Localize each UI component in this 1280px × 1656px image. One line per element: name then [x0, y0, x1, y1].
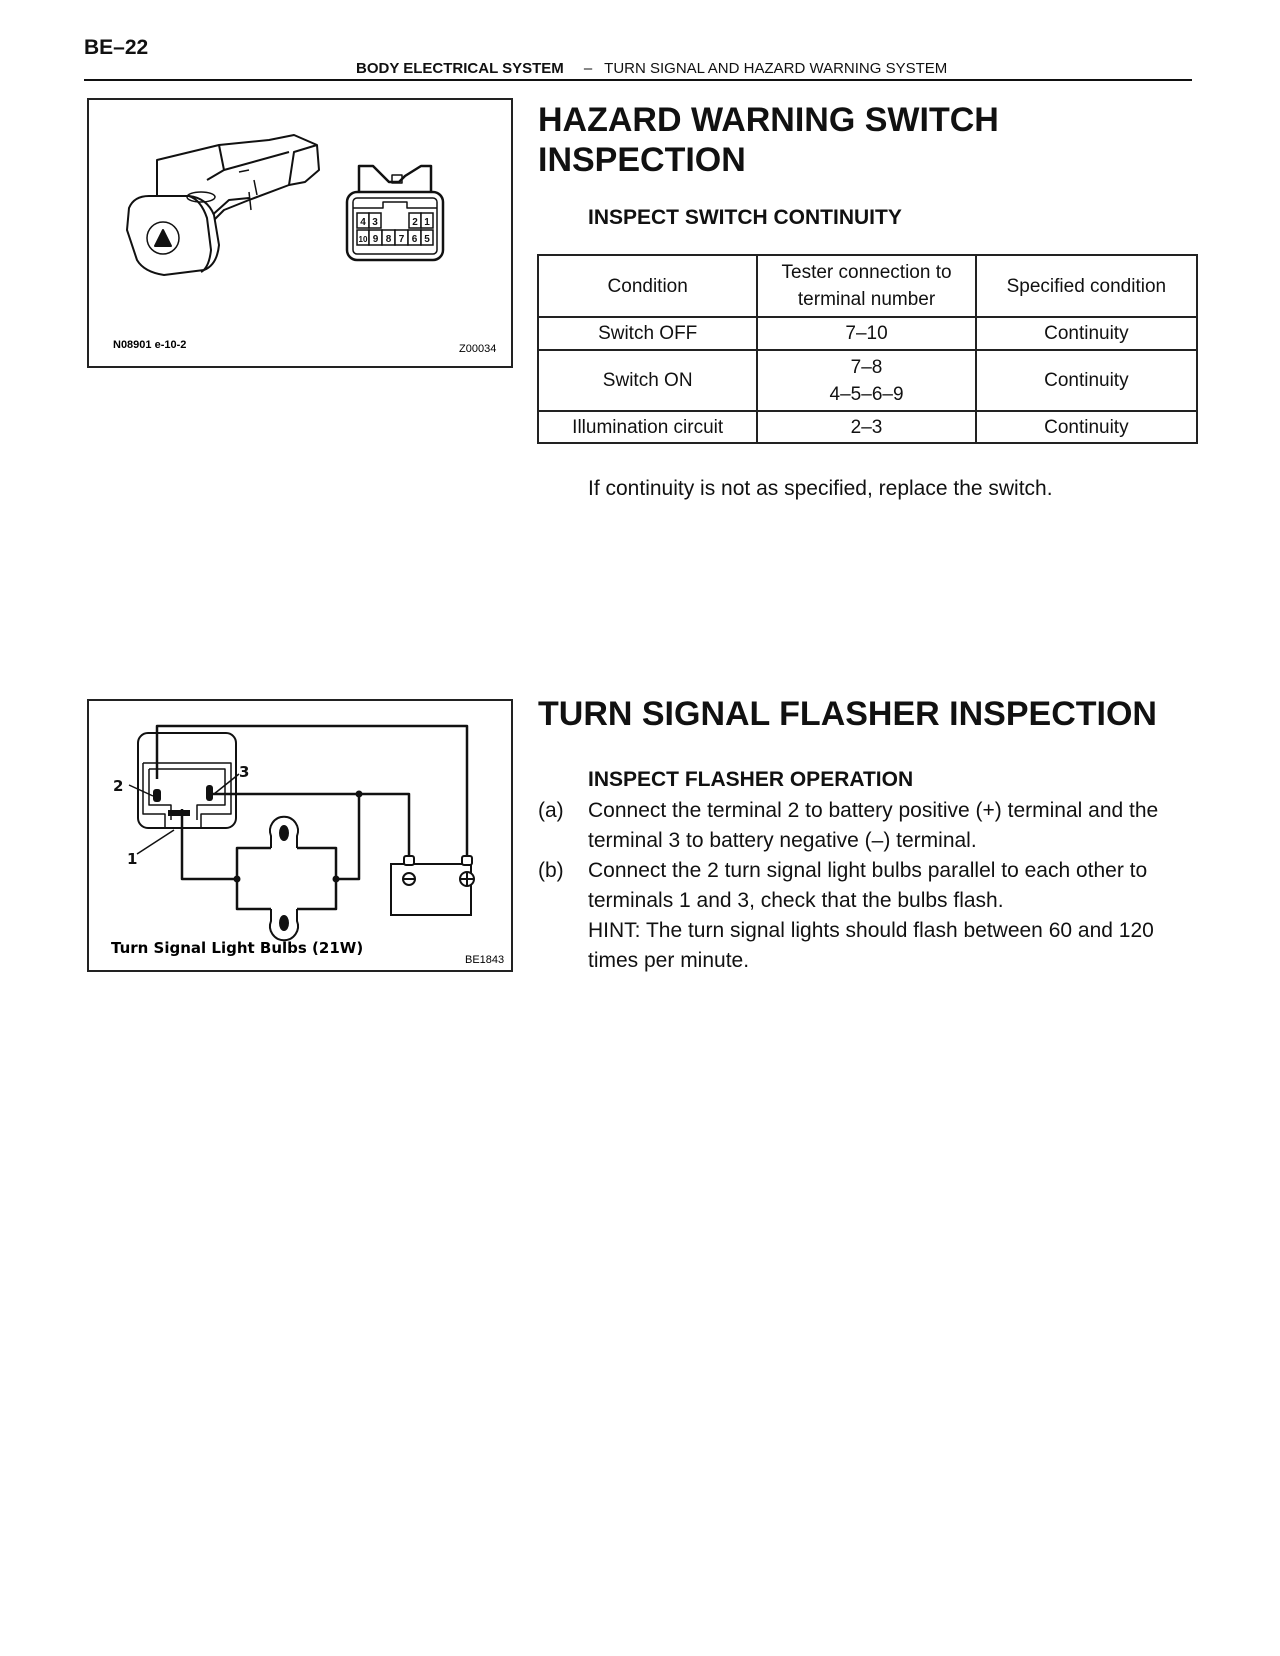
table-row	[538, 317, 1197, 350]
figure2-code: BE1843	[465, 954, 505, 966]
cell-condition: Switch ON	[538, 350, 757, 411]
hazard-title-line2: INSPECTION	[538, 141, 746, 179]
terminal-label-2: 2	[113, 777, 124, 795]
running-header	[356, 60, 947, 77]
step-line: terminal 3 to battery negative (–) terminal.	[588, 829, 977, 852]
section-title: BODY ELECTRICAL SYSTEM	[356, 60, 564, 77]
cell-specified: Continuity	[976, 350, 1197, 411]
hazard-section-title	[538, 100, 999, 180]
step-label: (a)	[538, 799, 564, 822]
hint-line: times per minute.	[588, 949, 750, 972]
terminal-label-3: 3	[239, 763, 250, 781]
table-header-row	[538, 255, 1197, 317]
connection-line: 7–8	[850, 356, 883, 378]
table-row	[538, 411, 1197, 443]
flasher-operation-subtitle: INSPECT FLASHER OPERATION	[588, 768, 914, 791]
hazard-switch-illustration	[89, 100, 511, 366]
terminal-label-1: 1	[127, 850, 138, 868]
switch-continuity-subtitle: INSPECT SWITCH CONTINUITY	[588, 206, 902, 229]
flasher-circuit-figure	[87, 699, 513, 972]
flasher-section-title: TURN SIGNAL FLASHER INSPECTION	[538, 695, 1157, 733]
terminal-10: 10	[358, 235, 368, 244]
header-rule	[84, 79, 1192, 81]
cell-condition: Switch OFF	[538, 317, 757, 350]
terminal-1: 1	[424, 217, 430, 228]
terminal-8: 8	[385, 234, 392, 245]
step-line: Connect the terminal 2 to battery positive (+) terminal and the	[588, 799, 1159, 822]
step-b	[538, 856, 1208, 976]
figure1-left-code: N08901 e-10-2	[113, 339, 187, 351]
step-line: Connect the 2 turn signal light bulbs parallel to each other to	[588, 859, 1148, 882]
hazard-switch-figure	[87, 98, 513, 368]
terminal-5: 5	[424, 234, 430, 245]
terminal-2: 2	[412, 217, 418, 228]
header-condition: Condition	[538, 255, 757, 317]
cell-specified: Continuity	[976, 411, 1197, 443]
step-a	[538, 796, 1208, 856]
hazard-title-line1: HAZARD WARNING SWITCH	[538, 101, 999, 139]
cell-connection	[757, 350, 975, 411]
figure1-right-code: Z00034	[459, 343, 497, 355]
header-tester-line1: Tester connection to	[781, 262, 952, 283]
continuity-table	[537, 254, 1198, 444]
flasher-circuit-diagram	[89, 701, 511, 970]
page-number: BE–22	[84, 36, 149, 59]
terminal-7: 7	[398, 234, 405, 245]
step-text	[588, 796, 1208, 856]
terminal-4: 4	[360, 217, 366, 228]
cell-condition: Illumination circuit	[538, 411, 757, 443]
terminal-3: 3	[372, 217, 378, 228]
header-tester-line2: terminal number	[797, 289, 936, 310]
terminal-6: 6	[411, 234, 418, 245]
header-separator: –	[583, 60, 593, 77]
table-row	[538, 350, 1197, 411]
bulbs-caption: Turn Signal Light Bulbs (21W)	[111, 939, 364, 957]
hint-line: HINT: The turn signal lights should flash between 60 and 120	[588, 919, 1154, 942]
header-specified-condition: Specified condition	[976, 255, 1197, 317]
cell-specified: Continuity	[976, 317, 1197, 350]
cell-connection: 2–3	[757, 411, 975, 443]
step-line: terminals 1 and 3, check that the bulbs flash.	[588, 889, 1004, 912]
flasher-steps	[538, 796, 1208, 976]
connection-line: 4–5–6–9	[829, 383, 904, 405]
terminal-9: 9	[372, 234, 379, 245]
step-label: (b)	[538, 859, 564, 882]
step-text	[588, 856, 1208, 976]
replace-switch-note: If continuity is not as specified, replace the switch.	[588, 477, 1053, 500]
subsection-title: TURN SIGNAL AND HAZARD WARNING SYSTEM	[604, 60, 948, 77]
header-tester-connection	[757, 255, 975, 317]
cell-connection: 7–10	[757, 317, 975, 350]
